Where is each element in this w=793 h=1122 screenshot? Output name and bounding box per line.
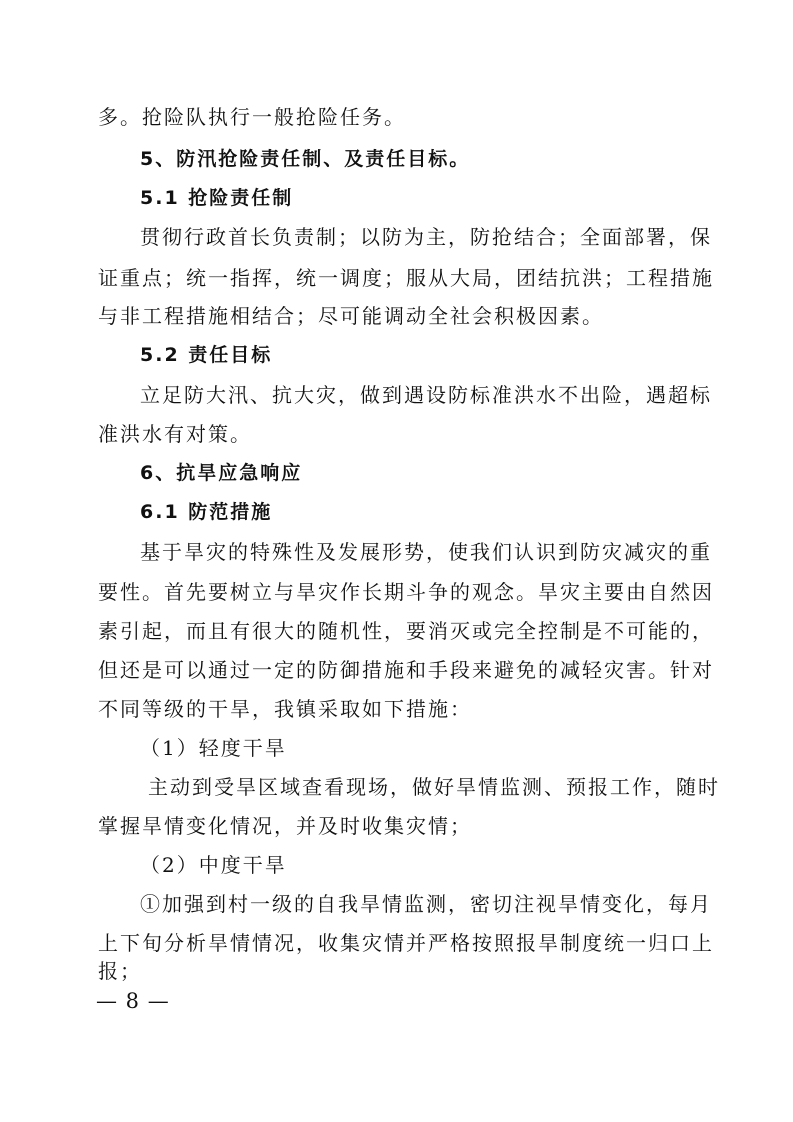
text-line: 多。抢险队执行一般抢险任务。 [98, 105, 406, 129]
paragraph-line: 准洪水有对策。 [98, 422, 252, 446]
item-heading-1: （1）轻度干旱 [140, 736, 287, 760]
paragraph-line: 与非工程措施相结合；尽可能调动全社会积极因素。 [98, 304, 604, 328]
section-heading-6: 6、抗旱应急响应 [140, 462, 303, 484]
paragraph-line: 主动到受旱区域查看现场，做好旱情监测、预报工作，随时 [148, 775, 720, 799]
page-number: — 8 — [96, 989, 170, 1013]
paragraph-line: 立足防大汛、抗大灾，做到遇设防标准洪水不出险，遇超标 [140, 383, 712, 407]
paragraph-line: 掌握旱情变化情况，并及时收集灾情； [98, 814, 472, 838]
paragraph-line: 报； [98, 959, 142, 983]
paragraph-line: 贯彻行政首长负责制；以防为主，防抢结合；全面部署，保 [140, 225, 712, 249]
item-heading-2: （2）中度干旱 [140, 853, 287, 877]
paragraph-line: 上下旬分析旱情情况，收集灾情并严格按照报旱制度统一归口上 [98, 931, 714, 955]
paragraph-line: 不同等级的干旱，我镇采取如下措施： [98, 697, 472, 721]
subsection-heading-5-2: 5.2 责任目标 [140, 344, 273, 366]
paragraph-line: 证重点；统一指挥，统一调度；服从大局，团结抗洪；工程措施 [98, 266, 714, 290]
subsection-heading-5-1: 5.1 抢险责任制 [140, 187, 294, 209]
section-heading-5: 5、防汛抢险责任制、及责任目标。 [140, 148, 471, 170]
paragraph-line: 素引起，而且有很大的随机性，要消灭或完全控制是不可能的， [98, 619, 714, 643]
paragraph-line: ①加强到村一级的自我旱情监测，密切注视旱情变化，每月 [140, 892, 712, 916]
paragraph-line: 但还是可以通过一定的防御措施和手段来避免的减轻灾害。针对 [98, 658, 714, 682]
subsection-heading-6-1: 6.1 防范措施 [140, 501, 273, 523]
paragraph-line: 要性。首先要树立与旱灾作长期斗争的观念。旱灾主要由自然因 [98, 580, 714, 604]
paragraph-line: 基于旱灾的特殊性及发展形势，使我们认识到防灾减灾的重 [140, 540, 712, 564]
